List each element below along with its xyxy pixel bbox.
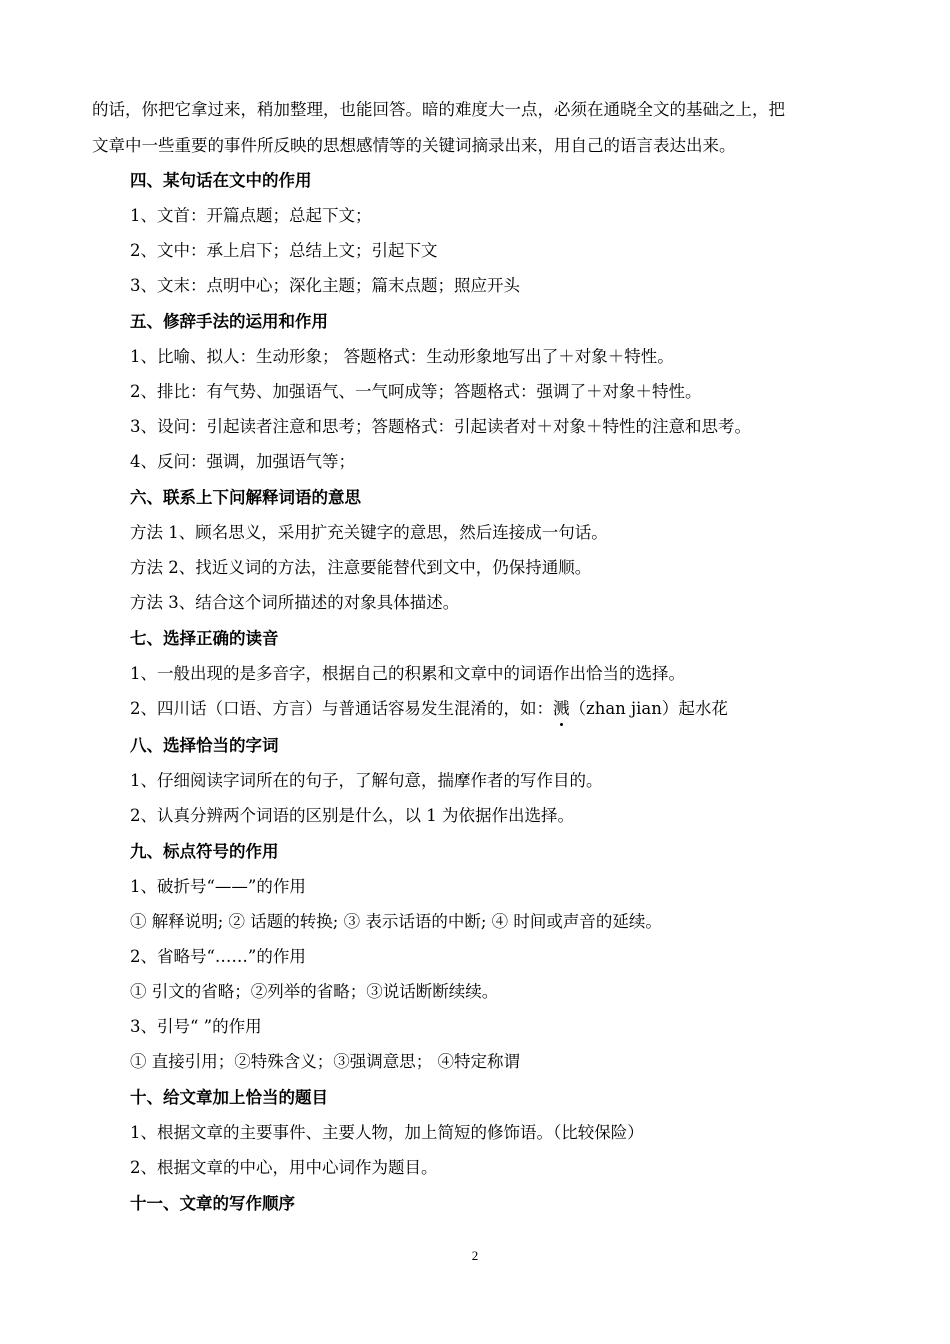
- special-before: 2、四川话（口语、方言）与普通话容易发生混淆的，如：: [130, 699, 553, 718]
- list-item: ① 引文的省略；②列举的省略；③说话断断续续。: [130, 982, 499, 1001]
- list-item: 4、反问：强调，加强语气等；: [130, 452, 355, 471]
- list-item-special: [130, 699, 728, 719]
- list-item: 3、文末：点明中心；深化主题；篇末点题；照应开头: [130, 276, 520, 295]
- list-item: ① 直接引用；②特殊含义；③强调意思； ④特定称谓: [130, 1052, 520, 1071]
- section-heading: 九、标点符号的作用: [130, 842, 279, 861]
- list-item: 2、省略号“……”的作用: [130, 947, 306, 966]
- list-item: 3、设问：引起读者注意和思考；答题格式：引起读者对＋对象＋特性的注意和思考。: [130, 417, 751, 436]
- page-number: 2: [471, 1248, 479, 1263]
- special-after: （zhan jian）起水花: [569, 699, 728, 718]
- list-item: 2、认真分辨两个词语的区别是什么，以 1 为依据作出选择。: [130, 806, 574, 825]
- list-item: 1、仔细阅读字词所在的句子，了解句意，揣摩作者的写作目的。: [130, 771, 603, 790]
- list-item: 3、引号“ ”的作用: [130, 1017, 262, 1036]
- list-item: 1、比喻、拟人：生动形象； 答题格式：生动形象地写出了＋对象＋特性。: [130, 347, 674, 366]
- emphasis-dotted-char: 溅: [553, 699, 570, 718]
- section-heading: 十一、文章的写作顺序: [130, 1194, 295, 1213]
- section-heading: 七、选择正确的读音: [130, 629, 279, 648]
- intro-line-1: 的话，你把它拿过来，稍加整理，也能回答。暗的难度大一点，必须在通晓全文的基础之上，把: [92, 100, 785, 119]
- intro-line-2: 文章中一些重要的事件所反映的思想感情等的关键词摘录出来，用自己的语言表达出来。: [92, 136, 736, 155]
- list-item: ① 解释说明; ② 话题的转换; ③ 表示话语的中断; ④ 时间或声音的延续。: [130, 912, 662, 931]
- section-heading: 八、选择恰当的字词: [130, 736, 279, 755]
- section-heading: 十、给文章加上恰当的题目: [130, 1088, 328, 1107]
- list-item: 方法 1、顾名思义，采用扩充关键字的意思，然后连接成一句话。: [130, 523, 608, 542]
- list-item: 2、文中：承上启下；总结上文；引起下文: [130, 241, 438, 260]
- list-item: 2、根据文章的中心，用中心词作为题目。: [130, 1158, 438, 1177]
- list-item: 1、一般出现的是多音字，根据自己的积累和文章中的词语作出恰当的选择。: [130, 664, 685, 683]
- list-item: 1、文首：开篇点题；总起下文；: [130, 206, 372, 225]
- section-heading: 四、某句话在文中的作用: [130, 171, 312, 190]
- section-heading: 六、联系上下问解释词语的意思: [130, 488, 361, 507]
- list-item: 方法 2、找近义词的方法，注意要能替代到文中，仍保持通顺。: [130, 558, 592, 577]
- list-item: 2、排比：有气势、加强语气、一气呵成等；答题格式：强调了＋对象＋特性。: [130, 382, 702, 401]
- list-item: 1、破折号“——”的作用: [130, 877, 306, 896]
- list-item: 方法 3、结合这个词所描述的对象具体描述。: [130, 593, 460, 612]
- section-heading: 五、修辞手法的运用和作用: [130, 312, 328, 331]
- list-item: 1、根据文章的主要事件、主要人物，加上简短的修饰语。（比较保险）: [130, 1123, 644, 1142]
